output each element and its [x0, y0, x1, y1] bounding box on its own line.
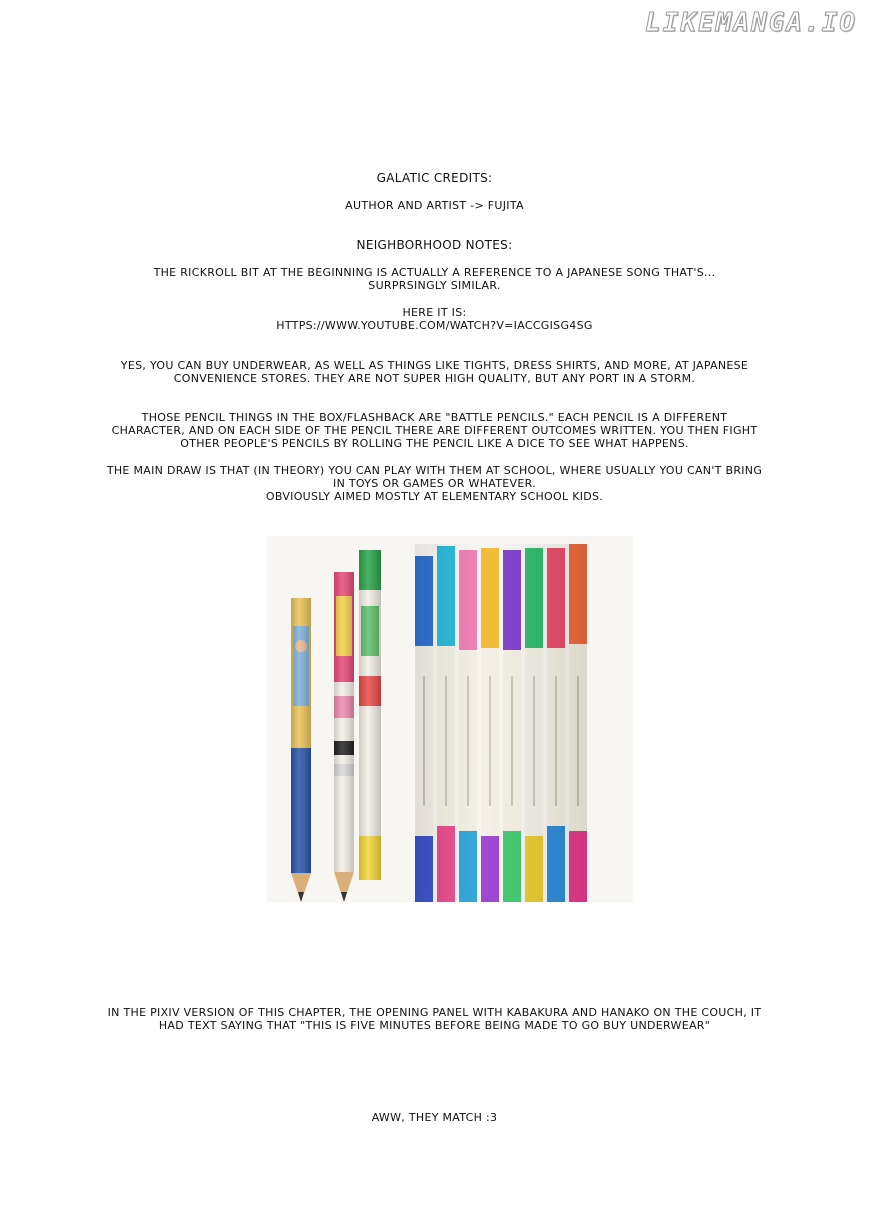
pencil-blue: [291, 598, 311, 902]
battle-pencil-set: [415, 544, 587, 902]
rickroll-note-line-1: THE RICKROLL BIT AT THE BEGINNING IS ACTUALLY A REFERENCE TO A JAPANESE SONG THAT'S...: [153, 266, 716, 279]
notes-heading: NEIGHBORHOOD NOTES:: [356, 238, 513, 252]
pencil-note-line-3: OTHER PEOPLE'S PENCILS BY ROLLING THE PENCIL LIKE A DICE TO SEE WHAT HAPPENS.: [180, 437, 689, 450]
draw-note-line-2: IN TOYS OR GAMES OR WHATEVER.: [333, 477, 536, 490]
credits-author: AUTHOR AND ARTIST -> FUJITA: [345, 199, 524, 212]
pencil-note-line-1: THOSE PENCIL THINGS IN THE BOX/FLASHBACK ARE "BATTLE PENCILS." EACH PENCIL IS A DIFFERENT: [141, 411, 728, 424]
underwear-note-line-2: CONVENIENCE STORES. THEY ARE NOT SUPER HIGH QUALITY, BUT ANY PORT IN A STORM.: [173, 372, 696, 385]
draw-note-line-1: THE MAIN DRAW IS THAT (IN THEORY) YOU CAN PLAY WITH THEM AT SCHOOL, WHERE USUALLY YOU CAN'T BRING: [106, 464, 763, 477]
draw-note-line-3: OBVIOUSLY AIMED MOSTLY AT ELEMENTARY SCHOOL KIDS.: [265, 490, 604, 503]
site-watermark: LIKEMANGA.IO: [645, 8, 857, 38]
pencils-illustration: [267, 536, 633, 902]
pixiv-note-line-1: IN THE PIXIV VERSION OF THIS CHAPTER, THE OPENING PANEL WITH KABAKURA AND HANAKO ON THE COUCH, IT: [107, 1006, 762, 1019]
battle-pencils-photo: [267, 536, 633, 902]
pixiv-note-line-2: HAD TEXT SAYING THAT "THIS IS FIVE MINUTES BEFORE BEING MADE TO GO BUY UNDERWEAR": [158, 1019, 711, 1032]
pencil-pink: [334, 572, 354, 902]
rickroll-note-line-2: SURPRSINGLY SIMILAR.: [368, 279, 501, 292]
match-note: AWW, THEY MATCH :3: [371, 1111, 498, 1124]
credits-heading: GALATIC CREDITS:: [376, 171, 493, 185]
youtube-link[interactable]: HTTPS://WWW.YOUTUBE.COM/WATCH?V=IACCGISG4SG: [276, 319, 593, 332]
pencil-green: [359, 550, 381, 880]
pencil-note-line-2: CHARACTER, AND ON EACH SIDE OF THE PENCIL THERE ARE DIFFERENT OUTCOMES WRITTEN. YOU THEN FIGHT: [111, 424, 758, 437]
underwear-note-line-1: YES, YOU CAN BUY UNDERWEAR, AS WELL AS THINGS LIKE TIGHTS, DRESS SHIRTS, AND MORE, AT JAPANESE: [120, 359, 749, 372]
link-label: HERE IT IS:: [402, 306, 467, 319]
